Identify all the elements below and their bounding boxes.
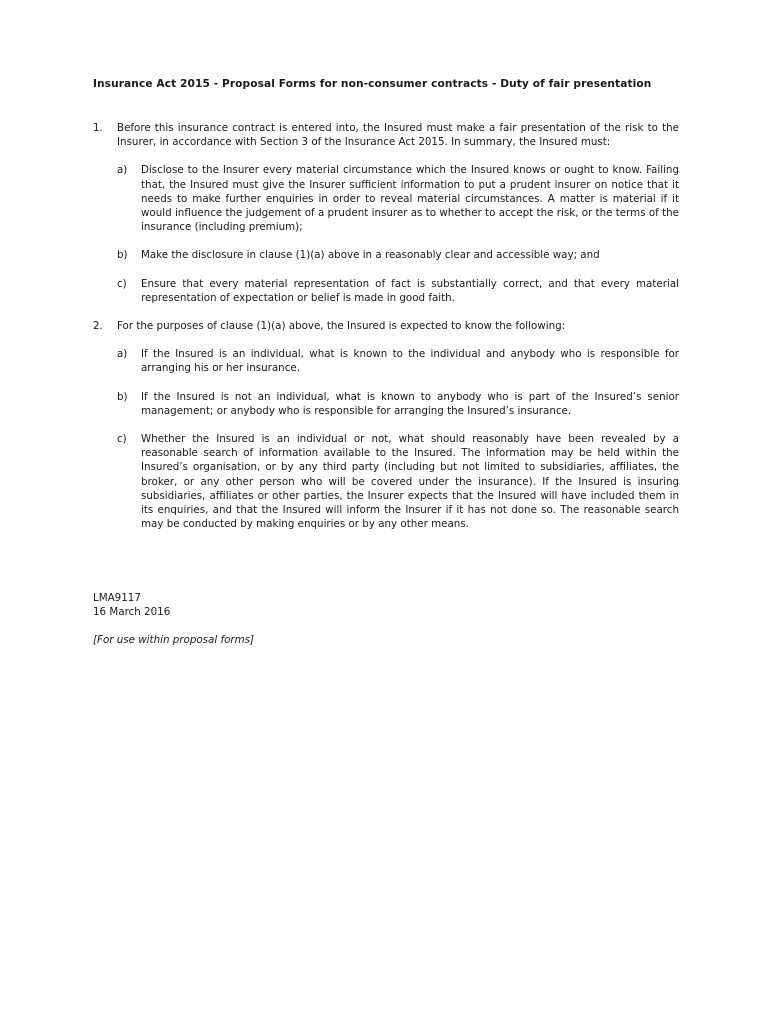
- clause-2-c: [117, 432, 679, 531]
- document-reference: LMA9117: [93, 592, 141, 604]
- subclause-text: If the Insured is an individual, what is known to the individual and anybody who is responsible for arranging his or her insurance.: [141, 348, 679, 375]
- subclause-letter: b): [117, 390, 128, 403]
- clause-1-a: [117, 163, 679, 234]
- subclause-letter: c): [117, 433, 127, 446]
- clause-2-a: [117, 347, 679, 375]
- clause-text: For the purposes of clause (1)(a) above, the Insured is expected to know the following:: [117, 320, 566, 333]
- document-footer: [93, 591, 254, 648]
- clause-2-b: [117, 390, 679, 418]
- clause-number: 1.: [93, 122, 103, 134]
- subclause-text: Make the disclosure in clause (1)(a) above in a reasonably clear and accessible way; and: [141, 249, 600, 262]
- clause-1-b: [117, 248, 679, 262]
- document-date: 16 March 2016: [93, 606, 171, 619]
- document-title: Insurance Act 2015 - Proposal Forms for non-consumer contracts - Duty of fair presentation: [93, 78, 652, 90]
- document-body: [93, 121, 679, 531]
- subclause-letter: c): [117, 277, 127, 290]
- clause-number: 2.: [93, 320, 103, 333]
- clause-2: [93, 319, 679, 333]
- subclause-letter: b): [117, 249, 128, 262]
- subclause-text: Whether the Insured is an individual or not, what should reasonably have been revealed by a reasonable search of information available to the Insured. The information may be held within the Insured’s organisation, or by any third party (including but not limited to subsidiaries, affiliates, the broker, or any other person who will be covered under the insurance). If the Insured is insuring subsidiaries, affiliates or other parties, the Insurer expects that the Insured will have included them in its enquiries, and that the Insured will inform the Insurer if it has not done so. The reasonable search may be conducted by making enquiries or by any other means.: [141, 433, 679, 531]
- clause-1-c: [117, 277, 679, 305]
- subclause-letter: a): [117, 348, 128, 361]
- clause-1: [93, 121, 679, 149]
- clause-text: Before this insurance contract is entered into, the Insured must make a fair presentation of the risk to the Insurer, in accordance with Section 3 of the Insurance Act 2015. In summary, the Insured must:: [117, 122, 679, 149]
- subclause-text: If the Insured is not an individual, what is known to anybody who is part of the Insured’s senior management; or anybody who is responsible for arranging the Insured’s insurance.: [141, 390, 679, 417]
- subclause-text: Disclose to the Insurer every material circumstance which the Insured knows or ought to know. Failing that, the Insured must give the Insurer sufficient information to put a prudent insurer on notice that it needs to make further enquiries in order to reveal material circumstances. A matter is material if it would influence the judgement of a prudent insurer as to whether to accept the risk, or the terms of the insurance (including premium);: [141, 164, 679, 234]
- subclause-text: Ensure that every material representation of fact is substantially correct, and that every material representation of expectation or belief is made in good faith.: [141, 277, 679, 304]
- usage-note: [For use within proposal forms]: [93, 634, 255, 647]
- subclause-letter: a): [117, 164, 128, 177]
